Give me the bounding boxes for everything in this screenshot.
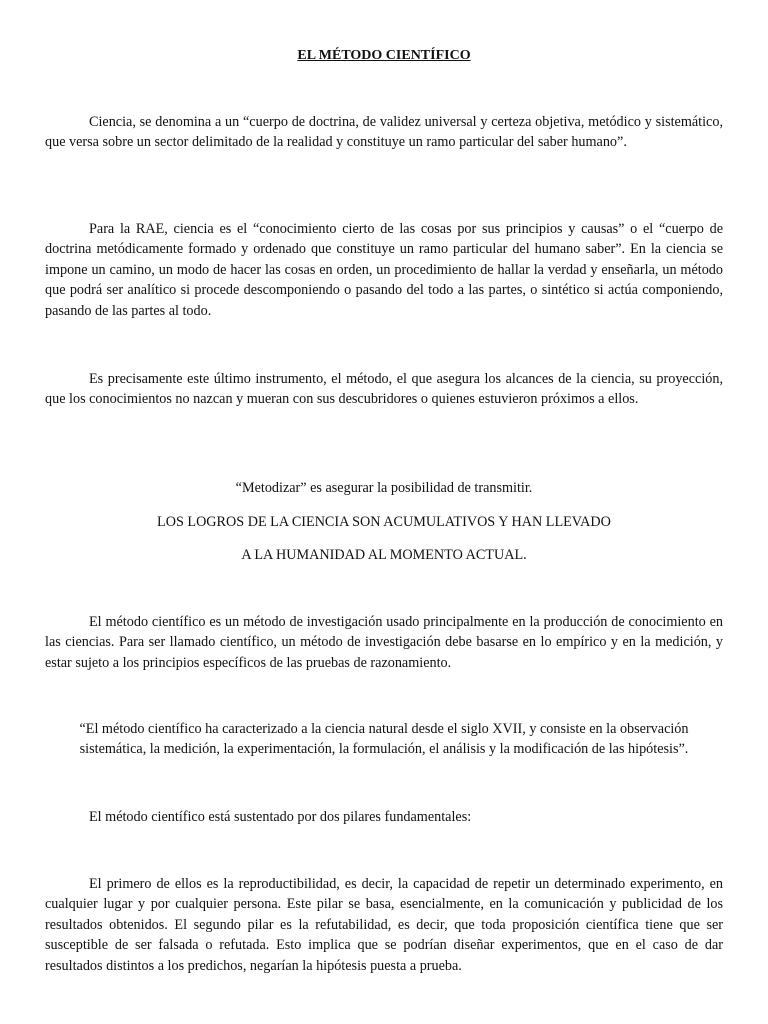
metodizar-line: “Metodizar” es asegurar la posibilidad de transmitir. xyxy=(235,480,533,496)
paragraph-method-instrument: Es precisamente este último instrumento, el método, el que asegura los alcances de la ciencia, su proyección, que los conocimientos no nazcan y mueran con sus descubridores o quienes estuvieron próximos a ellos. xyxy=(45,371,723,408)
paragraph-rae-definition: Para la RAE, ciencia es el “conocimiento cierto de las cosas por sus principios y causas” o el “cuerpo de doctrina metódicamente formado y ordenado que constituye un ramo particular del humano saber”. En la ciencia se impone un camino, un modo de hacer las cosas en orden, un procedimiento de hallar la verdad y enseñarla, un método que podrá ser analítico si procede descomponiendo o pasando del todo a las partes, o sintético si actúa componiendo, pasando de las partes al todo. xyxy=(45,221,723,319)
paragraph-two-pillars: El método científico está sustentado por dos pilares fundamentales: xyxy=(89,809,472,825)
paragraph-ciencia-definition: Ciencia, se denomina a un “cuerpo de doctrina, de validez universal y certeza objetiva, metódico y sistemático, que versa sobre un sector delimitado de la realidad y constituye un ramo particular del saber humano”. xyxy=(45,114,723,151)
logros-line-1: LOS LOGROS DE LA CIENCIA SON ACUMULATIVOS Y HAN LLEVADO xyxy=(157,514,611,530)
paragraph-reproducibility-refutability: El primero de ellos es la reproductibilidad, es decir, la capacidad de repetir un determinado experimento, en cualquier lugar y por cualquier persona. Este pilar se basa, esencialmente, en la comunicación y publicidad de los resultados obtenidos. El segundo pilar es la refutabilidad, es decir, que toda proposición científica tiene que ser susceptible de ser falsada o refutada. Esto implica que se podrían diseñar experimentos, que en el caso de dar resultados distintos a los predichos, negarían la hipótesis puesta a prueba. xyxy=(45,876,723,974)
quote-scientific-method: “El método científico ha caracterizado a la ciencia natural desde el siglo XVII, y consiste en la observación sistemática, la medición, la experimentación, la formulación, el análisis y la modificación de las hipótesis”. xyxy=(79,721,689,758)
logros-line-2: A LA HUMANIDAD AL MOMENTO ACTUAL. xyxy=(241,547,527,563)
paragraph-scientific-method: El método científico es un método de investigación usado principalmente en la producción de conocimiento en las ciencias. Para ser llamado científico, un método de investigación debe basarse en lo empírico y en la medición, y estar sujeto a los principios específicos de las pruebas de razonamiento. xyxy=(45,614,723,671)
page-title: EL MÉTODO CIENTÍFICO xyxy=(297,48,471,63)
